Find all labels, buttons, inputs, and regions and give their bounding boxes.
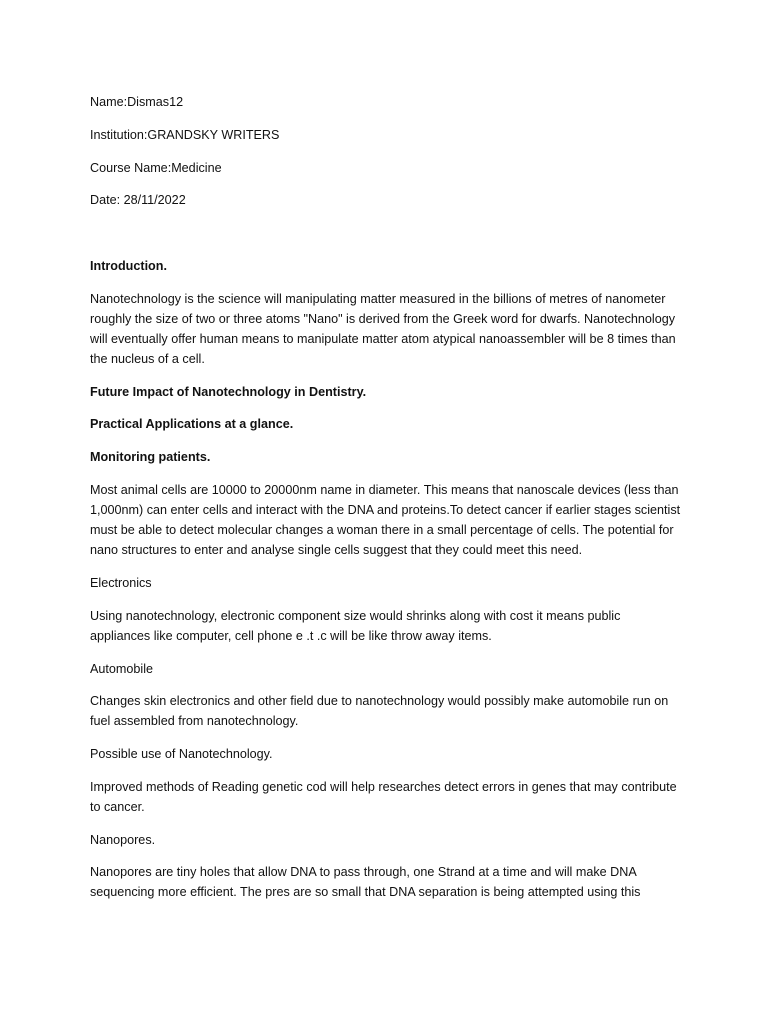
nanopores-paragraph: Nanopores are tiny holes that allow DNA to pass through, one Strand at a time and will make DNA sequencing more efficient. The pres are so small that DNA separation is being attempted using this bbox=[90, 865, 641, 899]
monitoring-patients-heading: Monitoring patients. bbox=[90, 450, 211, 464]
date: Date: 28/11/2022 bbox=[90, 193, 186, 207]
future-impact-heading: Future Impact of Nanotechnology in Dentistry. bbox=[90, 385, 367, 399]
possible-use-paragraph: Improved methods of Reading genetic cod will help researches detect errors in genes that may contribute to cancer. bbox=[90, 780, 677, 814]
course-name: Course Name:Medicine bbox=[90, 161, 222, 175]
student-name: Name:Dismas12 bbox=[90, 95, 184, 109]
electronics-heading: Electronics bbox=[90, 576, 152, 590]
automobile-heading: Automobile bbox=[90, 662, 154, 676]
monitoring-paragraph: Most animal cells are 10000 to 20000nm name in diameter. This means that nanoscale devices (less than 1,000nm) can enter cells and interact with the DNA and proteins.To detect cancer if earlier stages scientist must be able to detect molecular changes a woman there in a small percentage of cells. The potential for nano structures to enter and analyse single cells suggest that they could meet this need. bbox=[90, 483, 681, 557]
electronics-paragraph: Using nanotechnology, electronic component size would shrinks along with cost it means public appliances like computer, cell phone e .t .c will be like throw away items. bbox=[90, 609, 621, 643]
possible-use-heading: Possible use of Nanotechnology. bbox=[90, 747, 273, 761]
automobile-paragraph: Changes skin electronics and other field due to nanotechnology would possibly make automobile run on fuel assembled from nanotechnology. bbox=[90, 694, 669, 728]
introduction-heading: Introduction. bbox=[90, 259, 167, 273]
introduction-paragraph: Nanotechnology is the science will manipulating matter measured in the billions of metres of nanometer roughly the size of two or three atoms "Nano" is derived from the Greek word for dwarfs. Nanotechnology will eventually offer human means to manipulate matter atom atypical nanoassembler will be 8 times than the nucleus of a cell. bbox=[90, 292, 676, 366]
practical-applications-heading: Practical Applications at a glance. bbox=[90, 417, 294, 431]
nanopores-heading: Nanopores. bbox=[90, 833, 156, 847]
institution: Institution:GRANDSKY WRITERS bbox=[90, 128, 280, 142]
